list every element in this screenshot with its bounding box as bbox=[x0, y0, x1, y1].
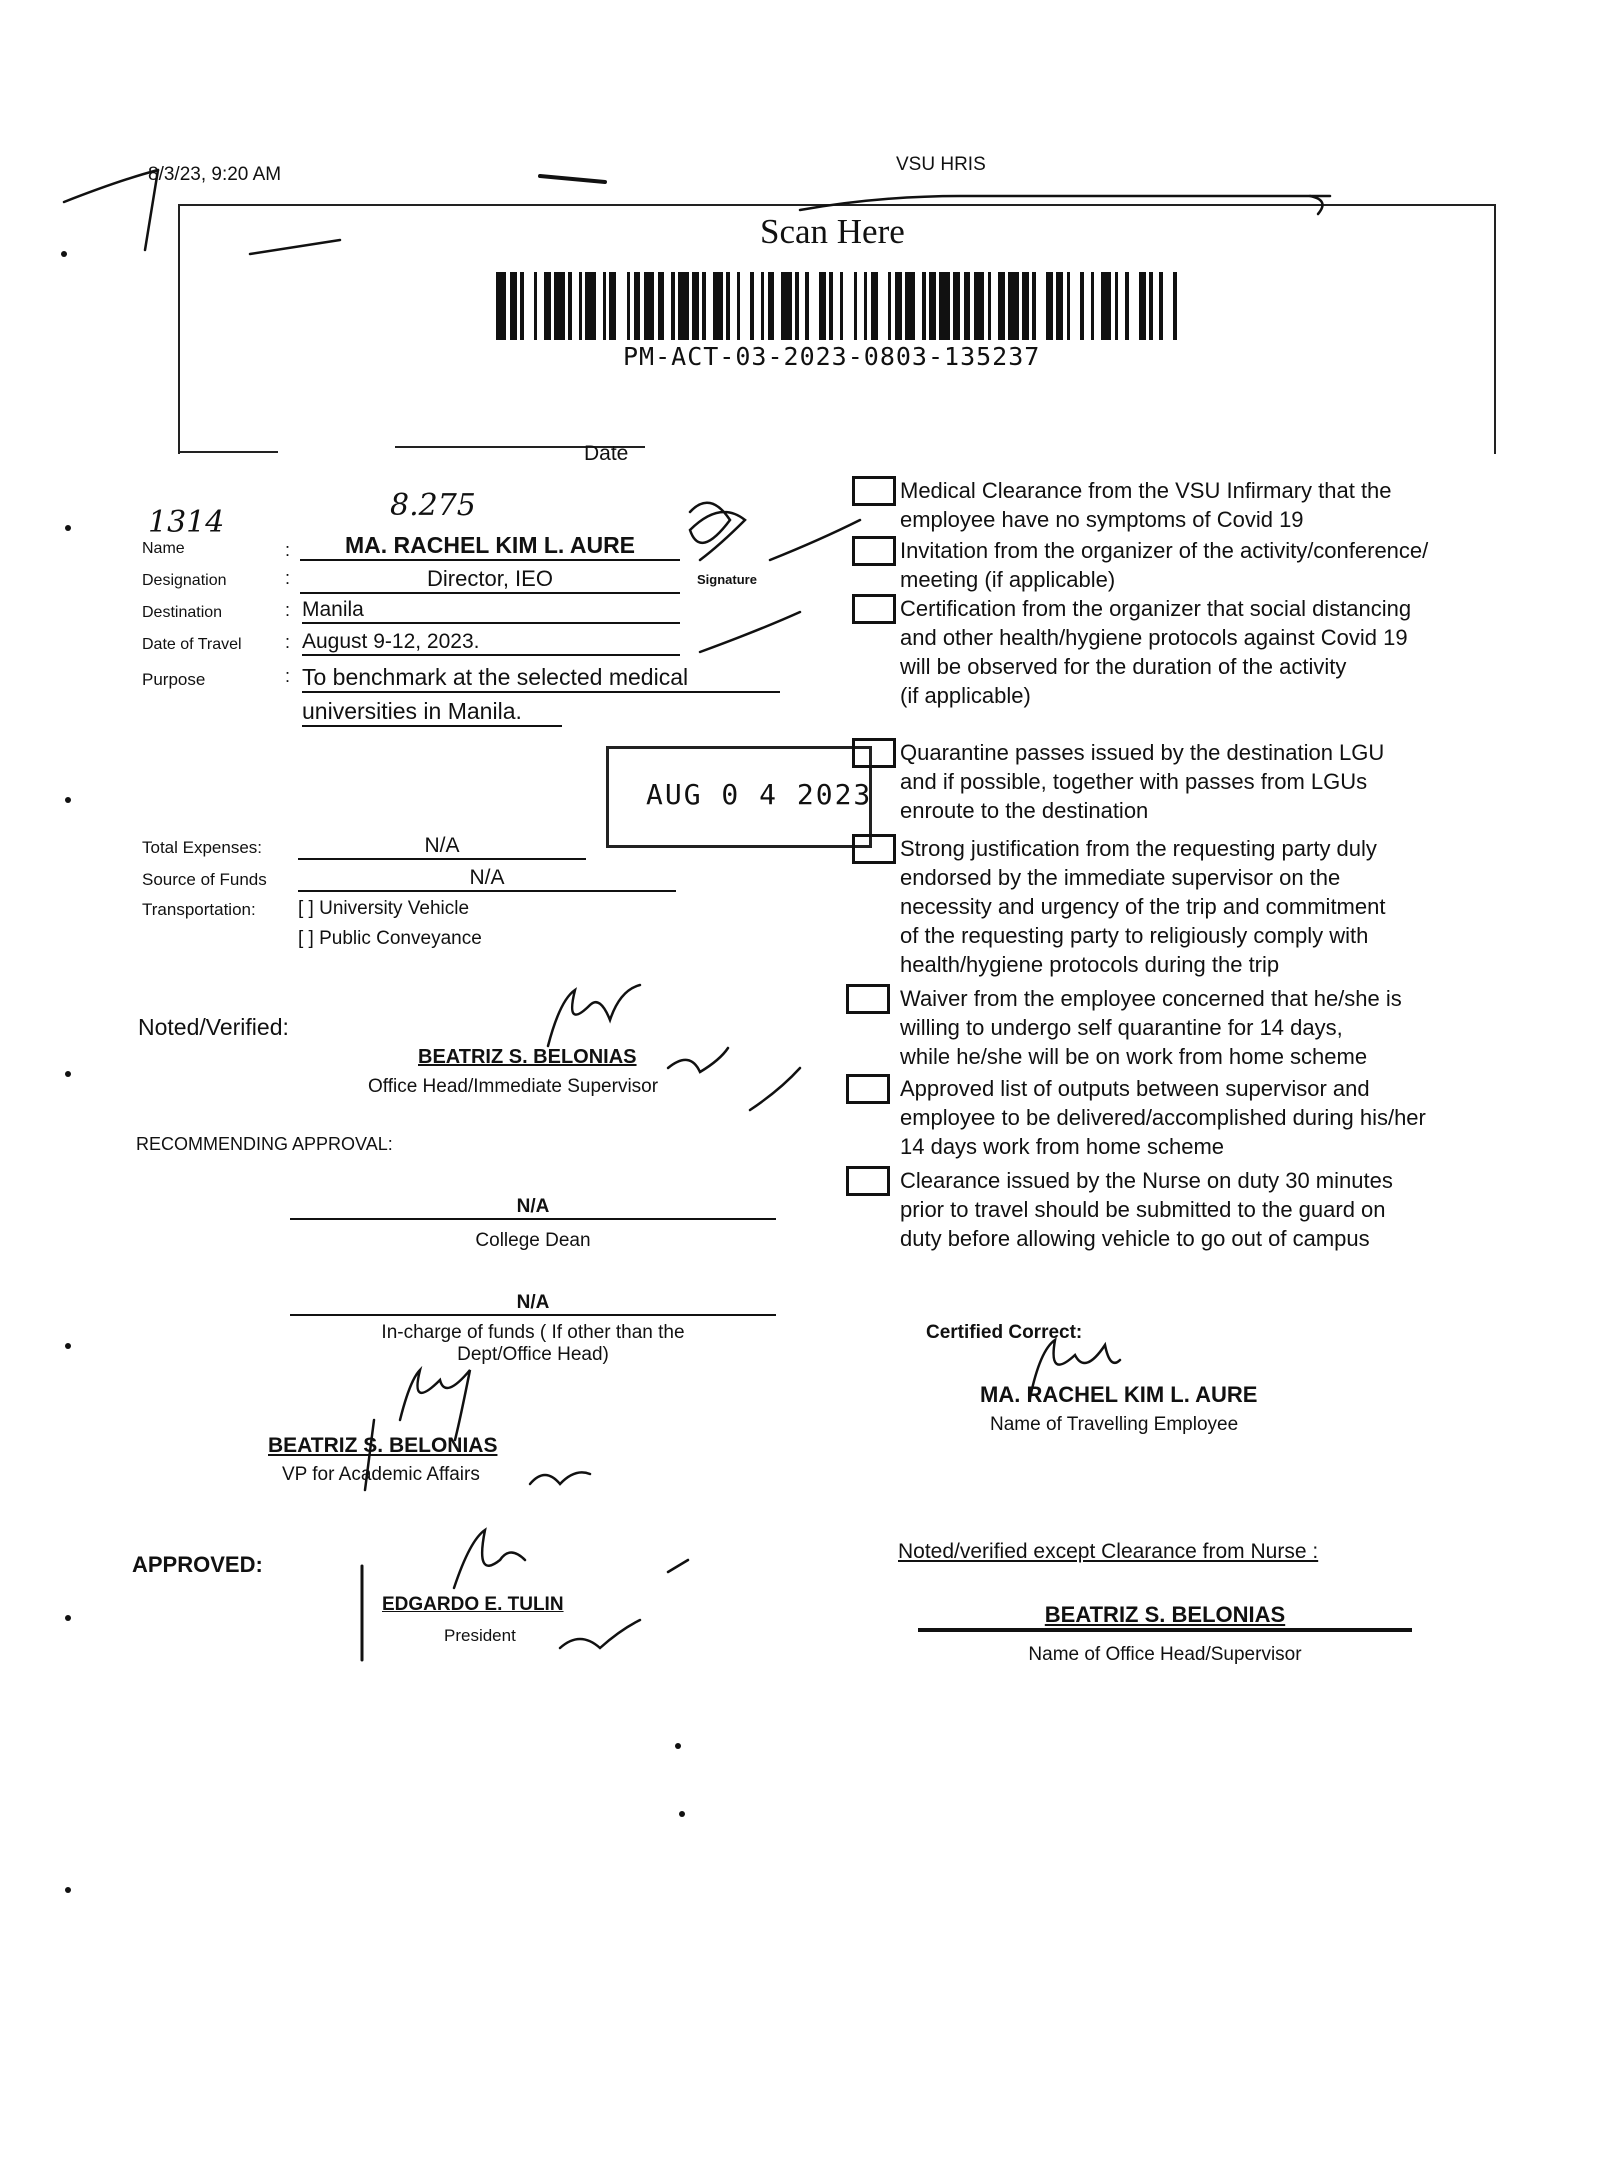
requirement-line: 14 days work from home scheme bbox=[900, 1134, 1225, 1159]
colon: : bbox=[285, 666, 291, 686]
pen-stroke-icon bbox=[64, 170, 158, 202]
print-timestamp: 8/3/23, 9:20 AM bbox=[148, 164, 282, 185]
designation-value: Director, IEO bbox=[300, 566, 680, 594]
requirement-line: Certification from the organizer that social distancing bbox=[900, 596, 1412, 621]
initials-icon bbox=[560, 1620, 640, 1648]
name-label: Name bbox=[142, 540, 185, 557]
pen-stroke-icon bbox=[1310, 196, 1323, 214]
requirement-line: employee have no symptoms of Covid 19 bbox=[900, 507, 1304, 532]
certified-correct-label: Certified Correct: bbox=[926, 1322, 1083, 1343]
funds-title-line-2: Dept/Office Head) bbox=[457, 1344, 609, 1365]
employee-signature-icon bbox=[690, 503, 745, 560]
name-value: MA. RACHEL KIM L. AURE bbox=[300, 532, 680, 561]
vp-name: BEATRIZ S. BELONIAS bbox=[268, 1434, 498, 1457]
colon: : bbox=[285, 600, 291, 620]
supervisor-name: BEATRIZ S. BELONIAS bbox=[418, 1046, 637, 1068]
requirement-line: of the requesting party to religiously comply with bbox=[900, 923, 1369, 948]
requirement-line: willing to undergo self quarantine for 14 days, bbox=[900, 1015, 1343, 1040]
requirement-line: prior to travel should be submitted to the guard on bbox=[900, 1197, 1386, 1222]
transportation-label: Transportation: bbox=[142, 900, 256, 919]
requirement-line: meeting (if applicable) bbox=[900, 567, 1116, 592]
transport-option-university-vehicle: [ ] University Vehicle bbox=[298, 898, 470, 919]
transport-option-public-conveyance: [ ] Public Conveyance bbox=[298, 928, 482, 949]
purpose-line-2: universities in Manila. bbox=[302, 698, 562, 727]
initials-icon bbox=[668, 1048, 728, 1072]
dean-name: N/A bbox=[290, 1196, 776, 1220]
requirement-line: Strong justification from the requesting party duly bbox=[900, 836, 1377, 861]
supervisor-title: Office Head/Immediate Supervisor bbox=[368, 1076, 659, 1097]
requirement-line: Quarantine passes issued by the destination LGU bbox=[900, 740, 1385, 765]
office-head-name: BEATRIZ S. BELONIAS bbox=[918, 1602, 1412, 1632]
pen-stroke-icon bbox=[800, 196, 1330, 210]
noted-verified-label: Noted/Verified: bbox=[138, 1014, 289, 1040]
ink-dot-icon bbox=[675, 1743, 681, 1749]
requirement-line: while he/she will be on work from home scheme bbox=[900, 1044, 1368, 1069]
president-name: EDGARDO E. TULIN bbox=[382, 1594, 564, 1615]
funds-title-line-1: In-charge of funds ( If other than the bbox=[381, 1322, 685, 1343]
binding-mark-icon bbox=[65, 1615, 71, 1621]
handwritten-date: 8.275 bbox=[390, 488, 476, 523]
office-head-title: Name of Office Head/Supervisor bbox=[1028, 1644, 1302, 1665]
noted-except-label: Noted/verified except Clearance from Nurse : bbox=[898, 1540, 1319, 1563]
requirement-line: health/hygiene protocols during the trip bbox=[900, 952, 1280, 977]
requirement-line: Invitation from the organizer of the activity/conference/ bbox=[900, 538, 1429, 563]
date-of-travel-label: Date of Travel bbox=[142, 636, 242, 653]
colon: : bbox=[285, 568, 291, 588]
supervisor-signature-icon bbox=[548, 985, 640, 1046]
pen-stroke-icon bbox=[700, 612, 800, 652]
pen-stroke-icon bbox=[668, 1560, 688, 1572]
employee-title: Name of Travelling Employee bbox=[990, 1414, 1239, 1435]
binding-mark-icon bbox=[65, 1071, 71, 1077]
vp-title: VP for Academic Affairs bbox=[282, 1464, 480, 1485]
ink-dot-icon bbox=[679, 1811, 685, 1817]
purpose-line-1: To benchmark at the selected medical bbox=[302, 664, 780, 693]
requirement-line: necessity and urgency of the trip and commitment bbox=[900, 894, 1386, 919]
binding-mark-icon bbox=[65, 525, 71, 531]
employee-name: MA. RACHEL KIM L. AURE bbox=[980, 1382, 1258, 1407]
handwritten-number: 1314 bbox=[148, 505, 225, 540]
pen-stroke-icon bbox=[250, 240, 340, 254]
source-of-funds-value: N/A bbox=[298, 866, 676, 892]
vp-signature-icon bbox=[400, 1370, 470, 1440]
requirement-line: duty before allowing vehicle to go out of campus bbox=[900, 1226, 1370, 1251]
pen-stroke-icon bbox=[145, 170, 158, 250]
colon: : bbox=[285, 632, 291, 652]
pen-stroke-icon bbox=[365, 1420, 374, 1490]
employee-certified-signature-icon bbox=[1030, 1340, 1120, 1398]
pen-stroke-icon bbox=[540, 176, 605, 182]
date-label: Date bbox=[584, 442, 629, 465]
requirement-line: Approved list of outputs between supervisor and bbox=[900, 1076, 1370, 1101]
requirement-line: enroute to the destination bbox=[900, 798, 1149, 823]
stamp-date: AUG 0 4 2023 bbox=[646, 778, 873, 811]
binding-mark-icon bbox=[65, 1887, 71, 1893]
requirement-line: and other health/hygiene protocols against Covid 19 bbox=[900, 625, 1408, 650]
scan-title: Scan Here bbox=[760, 212, 905, 251]
destination-label: Destination bbox=[142, 604, 223, 621]
requirement-line: Clearance issued by the Nurse on duty 30 minutes bbox=[900, 1168, 1393, 1193]
designation-label: Designation bbox=[142, 572, 227, 589]
total-expenses-label: Total Expenses: bbox=[142, 838, 263, 857]
barcode-number: PM-ACT-03-2023-0803-135237 bbox=[623, 342, 1041, 371]
binding-mark-icon bbox=[61, 251, 67, 257]
system-name: VSU HRIS bbox=[896, 154, 986, 175]
source-of-funds-label: Source of Funds bbox=[142, 870, 267, 889]
colon: : bbox=[285, 540, 291, 560]
requirement-line: employee to be delivered/accomplished during his/her bbox=[900, 1105, 1426, 1130]
president-title: President bbox=[444, 1626, 516, 1645]
requirement-line: endorsed by the immediate supervisor on the bbox=[900, 865, 1341, 890]
pen-stroke-icon bbox=[750, 1068, 800, 1110]
requirement-line: and if possible, together with passes from LGUs bbox=[900, 769, 1368, 794]
approved-label: APPROVED: bbox=[132, 1552, 263, 1577]
requirement-line: will be observed for the duration of the activity bbox=[900, 654, 1347, 679]
binding-mark-icon bbox=[65, 797, 71, 803]
purpose-label: Purpose bbox=[142, 670, 206, 689]
requirement-line: Medical Clearance from the VSU Infirmary that the bbox=[900, 478, 1392, 503]
initials-icon bbox=[530, 1472, 590, 1484]
date-of-travel-value: August 9-12, 2023. bbox=[302, 630, 680, 656]
destination-value: Manila bbox=[302, 598, 680, 624]
funds-incharge-name: N/A bbox=[290, 1292, 776, 1316]
total-expenses-value: N/A bbox=[298, 834, 586, 860]
president-signature-icon bbox=[454, 1530, 525, 1588]
signature-label: Signature bbox=[697, 572, 757, 587]
requirement-line: Waiver from the employee concerned that he/she is bbox=[900, 986, 1402, 1011]
requirement-line: (if applicable) bbox=[900, 683, 1031, 708]
recommending-approval-label: RECOMMENDING APPROVAL: bbox=[136, 1134, 393, 1154]
dean-title: College Dean bbox=[475, 1230, 591, 1251]
pen-stroke-icon bbox=[770, 520, 860, 560]
binding-mark-icon bbox=[65, 1343, 71, 1349]
